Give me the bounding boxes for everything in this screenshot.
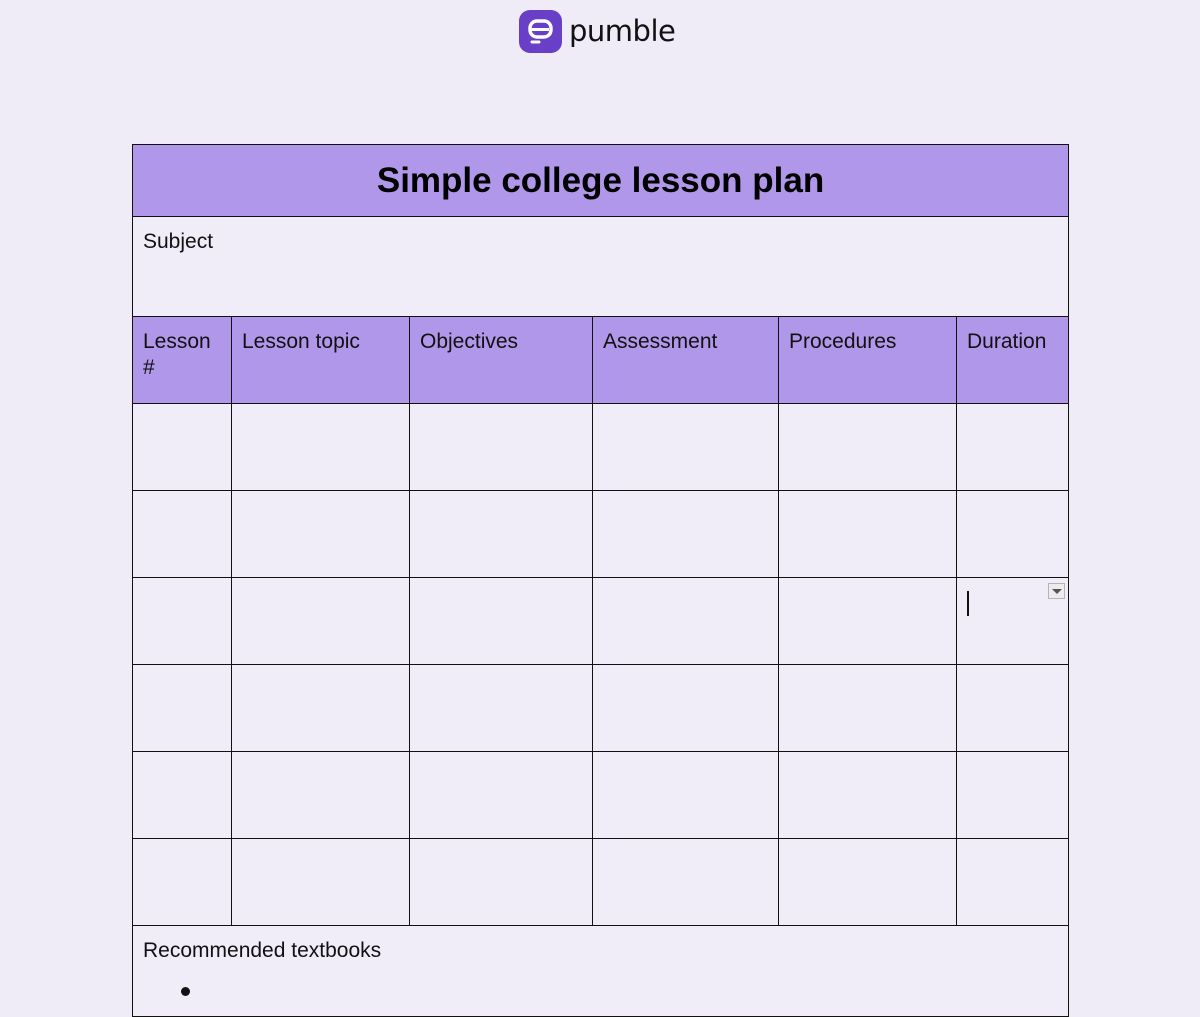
table-cell[interactable]: [410, 491, 593, 578]
pumble-logo-icon: [519, 10, 562, 53]
table-row: [133, 404, 1069, 491]
table-cell[interactable]: [133, 578, 232, 665]
table-cell[interactable]: [232, 404, 410, 491]
table-cell[interactable]: [133, 752, 232, 839]
table-row: [133, 752, 1069, 839]
table-row: [133, 491, 1069, 578]
column-header-assessment[interactable]: Assessment: [593, 317, 779, 404]
column-header-lesson-topic[interactable]: Lesson topic: [232, 317, 410, 404]
table-cell[interactable]: [232, 839, 410, 926]
table-cell[interactable]: [957, 404, 1069, 491]
table-cell[interactable]: [410, 404, 593, 491]
table-cell[interactable]: [779, 752, 957, 839]
table-cell[interactable]: [779, 404, 957, 491]
table-cell[interactable]: [957, 752, 1069, 839]
table-cell[interactable]: [232, 665, 410, 752]
subject-label: Subject: [143, 230, 214, 253]
table-cell[interactable]: [593, 752, 779, 839]
table-cell[interactable]: [593, 665, 779, 752]
table-cell[interactable]: [779, 491, 957, 578]
table-row: [133, 578, 1069, 665]
text-cursor: [967, 591, 969, 616]
table-cell[interactable]: [232, 752, 410, 839]
table-cell[interactable]: [957, 491, 1069, 578]
table-cell[interactable]: [133, 404, 232, 491]
subject-cell[interactable]: [133, 217, 1069, 317]
table-cell[interactable]: [133, 839, 232, 926]
column-header-duration[interactable]: Duration: [957, 317, 1069, 404]
table-cell[interactable]: [410, 665, 593, 752]
recommended-textbooks-label: Recommended textbooks: [143, 939, 382, 962]
brand-name: pumble: [569, 14, 676, 48]
table-cell[interactable]: [410, 839, 593, 926]
column-header-lesson-number[interactable]: Lesson #: [133, 317, 232, 404]
table-cell[interactable]: [410, 578, 593, 665]
table-cell[interactable]: [779, 578, 957, 665]
lesson-plan-table: [132, 144, 1069, 1017]
table-row: [133, 665, 1069, 752]
table-cell[interactable]: [957, 665, 1069, 752]
column-header-procedures[interactable]: Procedures: [779, 317, 957, 404]
brand: [519, 10, 675, 53]
table-cell[interactable]: [779, 839, 957, 926]
table-cell[interactable]: [232, 578, 410, 665]
table-cell[interactable]: [593, 839, 779, 926]
table-cell[interactable]: [593, 404, 779, 491]
table-cell[interactable]: [410, 752, 593, 839]
table-cell[interactable]: [779, 665, 957, 752]
column-header-row: [133, 317, 1069, 404]
table-row: [133, 839, 1069, 926]
table-cell[interactable]: [593, 491, 779, 578]
table-cell[interactable]: [232, 491, 410, 578]
cell-dropdown-button[interactable]: [1048, 583, 1065, 599]
duration-cell-active[interactable]: [957, 578, 1069, 665]
document-title[interactable]: Simple college lesson plan: [133, 145, 1069, 217]
table-cell[interactable]: [593, 578, 779, 665]
column-header-objectives[interactable]: Objectives: [410, 317, 593, 404]
table-cell[interactable]: [957, 839, 1069, 926]
table-cell[interactable]: [133, 491, 232, 578]
table-cell[interactable]: [133, 665, 232, 752]
bullet-list-item[interactable]: [181, 987, 190, 996]
recommended-textbooks-cell[interactable]: [133, 926, 1069, 1017]
